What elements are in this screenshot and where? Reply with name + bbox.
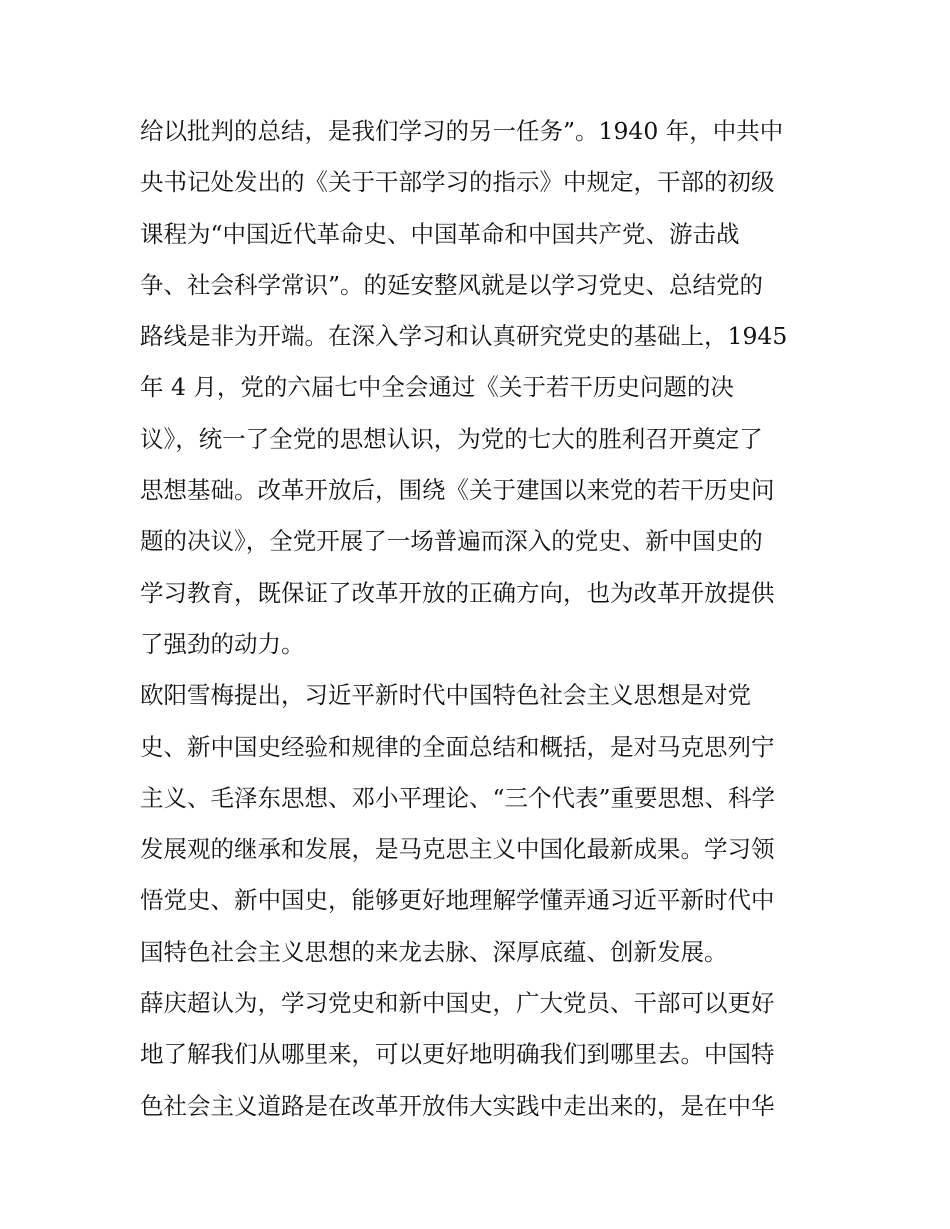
text-line-2: 央书记处发出的《关于干部学习的指示》中规定，干部的初级 [140, 168, 775, 197]
text-line-1: 给以批判的总结，是我们学习的另一任务”。1940 年，中共中 [140, 117, 784, 145]
text-line-9: 题的决议》，全党开展了一场普遍而深入的党史、新中国史的 [140, 527, 763, 556]
text-line-12: 欧阳雪梅提出，习近平新时代中国特色社会主义思想是对党 [140, 681, 751, 710]
text-line-13: 史、新中国史经验和规律的全面总结和概括，是对马克思列宁 [140, 732, 775, 761]
text-line-10: 学习教育，既保证了改革开放的正确方向，也为改革开放提供 [140, 578, 775, 607]
text-line-15: 发展观的继承和发展，是马克思主义中国化最新成果。学习领 [140, 835, 775, 864]
text-line-5: 路线是非为开端。在深入学习和认真研究党史的基础上，1945 [140, 322, 788, 351]
text-line-3: 课程为“中国近代革命史、中国革命和中国共产党、游击战 [140, 219, 740, 248]
text-line-4: 争、社会科学常识”。的延安整风就是以学习党史、总结党的 [140, 270, 764, 299]
text-line-18: 薛庆超认为，学习党史和新中国史，广大党员、干部可以更好 [140, 989, 775, 1018]
text-line-6: 年 4 月，党的六届七中全会通过《关于若干历史问题的决 [140, 373, 734, 402]
text-line-8: 思想基础。改革开放后，围绕《关于建国以来党的若干历史问 [140, 476, 775, 505]
text-line-16: 悟党史、新中国史，能够更好地理解学懂弄通习近平新时代中 [140, 886, 775, 915]
text-line-20: 色社会主义道路是在改革开放伟大实践中走出来的，是在中华 [140, 1091, 775, 1120]
text-line-17: 国特色社会主义思想的来龙去脉、深厚底蕴、创新发展。 [140, 937, 728, 966]
text-line-11: 了强劲的动力。 [140, 629, 305, 658]
text-line-7: 议》，统一了全党的思想认识，为党的七大的胜利召开奠定了 [140, 424, 763, 453]
body-text [140, 106, 820, 1132]
text-line-19: 地了解我们从哪里来，可以更好地明确我们到哪里去。中国特 [140, 1040, 775, 1069]
text-line-14: 主义、毛泽东思想、邓小平理论、“三个代表”重要思想、科学 [140, 783, 776, 812]
